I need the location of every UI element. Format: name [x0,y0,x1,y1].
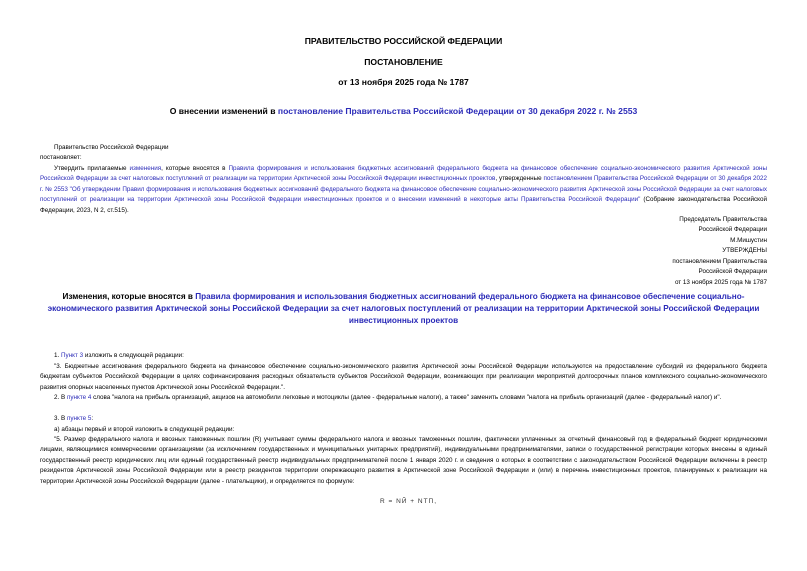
approved-country: Российской Федерации [698,268,767,275]
intro-text-d: (Собрание законодательства Российской Федерации, 2023, N 2, ст.515). [40,196,767,214]
item-3-prefix: 3. В [54,415,67,422]
item-3-heading [54,414,93,424]
approved-label: УТВЕРЖДЕНЫ [722,247,767,254]
item-1-rest: изложить в следующей редакции: [83,352,184,359]
item-2-prefix: 2. В [54,394,67,401]
item-3-sub: а) абзацы первый и второй изложить в следующей редакции: [54,426,235,433]
item-2-text: слова "налога на прибыль организаций, акцизов на автомобили легковые и мотоциклы (далее - федеральные налоги), а также" заменить словами "налога на прибыль организаций (далее - федеральный налог) и". [91,394,722,401]
changes-heading [40,291,767,326]
signature-name: М.Мишустин [730,237,767,244]
item-3-colon: : [91,415,94,422]
title-resolution-link[interactable]: постановление Правительства Российской Федерации от 30 декабря 2022 г. № 2553 [277,106,638,116]
document-title [0,106,807,116]
item-1-heading [54,351,184,361]
changes-link[interactable]: изменения [129,165,162,172]
item-3-text: "5. Размер федерального налога и ввозных таможенных пошлин (R) учитывает суммы федерального налога и ввозных таможенных пошлин, фактически уплаченных за отчетный финансовый год в федеральный бюджет юридическими лицами, являющимися коммерческими организациями (за исключением государственных и муниципальных унитарных предприятий), индивидуальными предпринимателями, записи о государственной регистрации которых внесены в единый государственный реестр юридических лиц или единый государственный реестр индивидуальных предпринимателей после 1 января 2020 г. и сведения о которых в соответствии с законодательством Российской Федерации включены в реестр резидентов Арктической зоны Российской Федерации или в реестр резидентов территории опережающего развития в Арктической зоне Российской Федерации и (или) в перечень инвестиционных проектов, планируемых к реализации на территории Арктической зоны Российской Федерации (далее - плательщики), и определяется по формуле: [40,436,767,485]
item-3-link[interactable]: пункте 5 [66,415,92,422]
item-1-number: 1. [54,352,62,359]
item-1-text: "3. Бюджетные ассигнования федерального бюджета на финансовое обеспечение социально-экономического развития Арктической зоны Российской Федерации используются на предоставление субсидий из федерального бюджета бюджетам субъектов Российской Федерации в целях софинансирования расходных обязательств субъектов Российской Федерации, возникающих при реализации мероприятий долгосрочных планов комплексного социально-экономического развития опорных населенных пунктов Арктической зоны Российской Федерации.". [40,363,767,391]
signature-title: Председатель Правительства [679,216,767,223]
resolution-2553-link[interactable]: постановлением Правительства Российской Федерации от 30 декабря 2022 г. № 2553 "Об утверждении Правил формирования и использования бюджетных ассигнований федерального бюджета на финансовое обеспечение социально-экономического развития Арктической зоны Российской Федерации за счет налоговых поступлений от реализации на территории Арктической зоны Российской Федерации инвестиционных проектов и о внесении изменений в некоторые акты Правительства Российской Федерации" [40,175,767,204]
government-name: ПРАВИТЕЛЬСТВО РОССИЙСКОЙ ФЕДЕРАЦИИ [304,36,503,46]
intro-government: Правительство Российской Федерации [54,144,169,151]
document-date: от 13 ноября 2025 года № 1787 [338,77,469,87]
rules-link[interactable]: Правила формирования и использования бюджетных ассигнований федерального бюджета на финансовое обеспечение социально-экономического развития Арктической зоны Российской Федерации за счет налоговых поступлений от реализации на территории Арктической зоны Российской Федерации инвестиционных проектов [40,165,767,183]
approved-by: постановлением Правительства [672,258,767,265]
changes-heading-link[interactable]: Правила формирования и использования бюджетных ассигнований федерального бюджета на финансовое обеспечение социально-экономического развития Арктической зоны Российской Федерации за счет налоговых поступлений от реализации на территории Арктической зоны Российской Федерации инвестиционных проектов [47,292,760,325]
intro-decrees: постановляет: [40,154,82,161]
intro-text-b: , которые вносятся в [161,165,229,172]
changes-heading-prefix: Изменения, которые вносятся в [62,292,196,301]
title-prefix: О внесении изменений в [169,106,278,116]
item-2 [40,393,767,403]
approved-date: от 13 ноября 2025 года № 1787 [674,279,767,286]
intro-paragraph [40,164,767,216]
formula: R = NЙ + NТП, [380,498,438,505]
item-2-link[interactable]: пункте 4 [66,394,92,401]
signature-country: Российской Федерации [698,226,767,233]
document-type: ПОСТАНОВЛЕНИЕ [364,57,443,67]
intro-text-c: , утвержденные [495,175,544,183]
item-1-link[interactable]: Пункт 3 [61,352,84,359]
intro-text-a: Утвердить прилагаемые [54,165,130,172]
